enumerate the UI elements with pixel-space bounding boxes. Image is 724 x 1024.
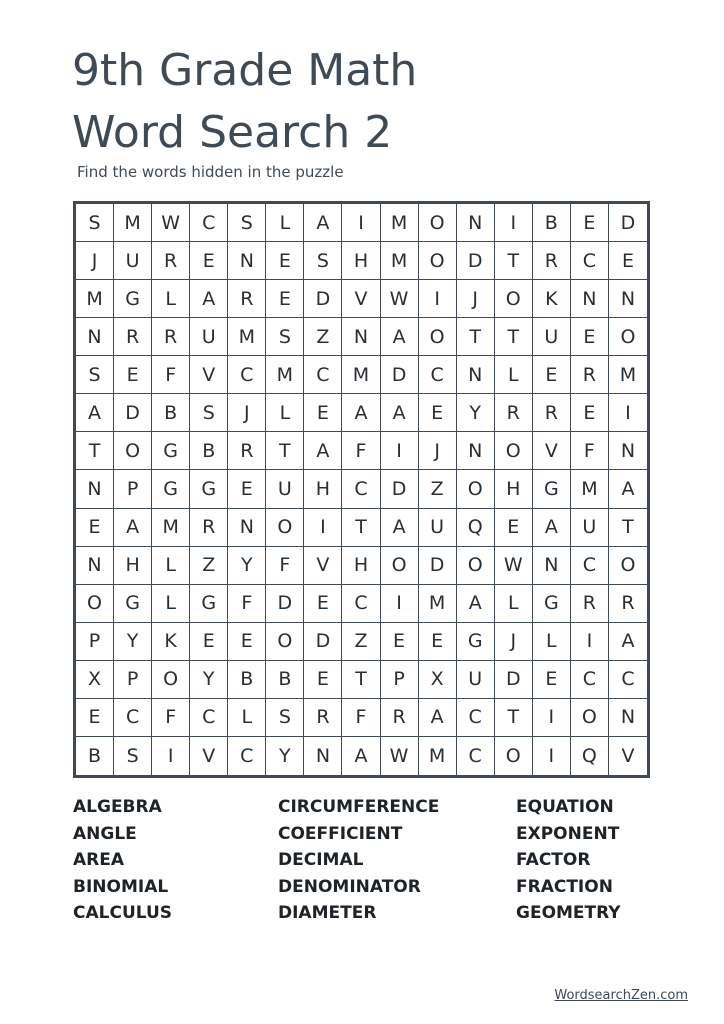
grid-cell[interactable]: Q xyxy=(571,737,609,775)
grid-cell[interactable]: H xyxy=(495,470,533,508)
grid-cell[interactable]: U xyxy=(457,661,495,699)
grid-cell[interactable]: E xyxy=(419,394,457,432)
grid-cell[interactable]: L xyxy=(152,547,190,585)
instructions: Find the words hidden in the puzzle xyxy=(77,163,344,181)
grid-cell[interactable]: X xyxy=(76,661,114,699)
grid-cell[interactable]: A xyxy=(609,623,647,661)
grid-cell[interactable]: B xyxy=(266,661,304,699)
grid-cell[interactable]: G xyxy=(114,585,152,623)
grid-cell[interactable]: O xyxy=(419,242,457,280)
grid-cell[interactable]: N xyxy=(76,470,114,508)
grid-cell[interactable]: O xyxy=(266,623,304,661)
grid-cell[interactable]: E xyxy=(533,356,571,394)
grid-cell[interactable]: D xyxy=(609,204,647,242)
grid-cell[interactable]: C xyxy=(571,547,609,585)
grid-cell[interactable]: O xyxy=(571,699,609,737)
grid-cell[interactable]: K xyxy=(533,280,571,318)
grid-cell[interactable]: R xyxy=(190,509,228,547)
grid-cell[interactable]: A xyxy=(457,585,495,623)
grid-cell[interactable]: L xyxy=(152,280,190,318)
grid-cell[interactable]: O xyxy=(495,737,533,775)
grid-cell[interactable]: R xyxy=(381,699,419,737)
grid-cell[interactable]: B xyxy=(190,432,228,470)
grid-cell[interactable]: M xyxy=(609,356,647,394)
word-item: EQUATION xyxy=(516,797,614,817)
grid-cell[interactable]: O xyxy=(114,432,152,470)
grid-cell[interactable]: E xyxy=(495,509,533,547)
grid-cell[interactable]: A xyxy=(76,394,114,432)
grid-cell[interactable]: V xyxy=(342,280,380,318)
grid-cell[interactable]: A xyxy=(381,318,419,356)
grid-cell[interactable]: P xyxy=(381,661,419,699)
grid-cell[interactable]: D xyxy=(495,661,533,699)
grid-cell[interactable]: M xyxy=(419,737,457,775)
grid-cell[interactable]: T xyxy=(495,242,533,280)
grid-cell[interactable]: V xyxy=(533,432,571,470)
grid-cell[interactable]: Y xyxy=(228,547,266,585)
grid-cell[interactable]: C xyxy=(228,356,266,394)
grid-cell[interactable]: T xyxy=(495,699,533,737)
grid-cell[interactable]: R xyxy=(152,318,190,356)
grid-cell[interactable]: U xyxy=(266,470,304,508)
grid-cell[interactable]: W xyxy=(152,204,190,242)
grid-cell[interactable]: E xyxy=(533,661,571,699)
grid-cell[interactable]: C xyxy=(342,470,380,508)
grid-cell[interactable]: O xyxy=(495,280,533,318)
grid-cell[interactable]: L xyxy=(228,699,266,737)
word-item: DIAMETER xyxy=(278,903,377,923)
grid-cell[interactable]: G xyxy=(457,623,495,661)
grid-cell[interactable]: C xyxy=(190,204,228,242)
grid-cell[interactable]: O xyxy=(419,318,457,356)
grid-cell[interactable]: Z xyxy=(190,547,228,585)
grid-cell[interactable]: E xyxy=(266,242,304,280)
word-item: AREA xyxy=(73,850,125,870)
grid-cell[interactable]: C xyxy=(190,699,228,737)
grid-cell[interactable]: N xyxy=(609,432,647,470)
grid-cell[interactable]: I xyxy=(304,509,342,547)
grid-cell[interactable]: O xyxy=(495,432,533,470)
grid-cell[interactable]: S xyxy=(228,204,266,242)
grid-cell[interactable]: E xyxy=(304,585,342,623)
grid-cell[interactable]: R xyxy=(571,585,609,623)
grid-cell[interactable]: R xyxy=(495,394,533,432)
grid-cell[interactable]: E xyxy=(571,394,609,432)
grid-cell[interactable]: I xyxy=(342,204,380,242)
grid-cell[interactable]: P xyxy=(114,661,152,699)
grid-cell[interactable]: R xyxy=(152,242,190,280)
grid-cell[interactable]: M xyxy=(342,356,380,394)
grid-cell[interactable]: A xyxy=(342,394,380,432)
grid-cell[interactable]: P xyxy=(76,623,114,661)
grid-cell[interactable]: N xyxy=(457,356,495,394)
grid-cell[interactable]: D xyxy=(304,280,342,318)
grid-cell[interactable]: S xyxy=(190,394,228,432)
word-column-3 xyxy=(516,794,621,927)
grid-cell[interactable]: E xyxy=(76,509,114,547)
grid-cell[interactable]: U xyxy=(419,509,457,547)
grid-cell[interactable]: T xyxy=(609,509,647,547)
grid-cell[interactable]: O xyxy=(457,470,495,508)
grid-cell[interactable]: I xyxy=(533,737,571,775)
grid-cell[interactable]: L xyxy=(495,585,533,623)
grid-cell[interactable]: F xyxy=(342,432,380,470)
grid-cell[interactable]: T xyxy=(495,318,533,356)
letter-grid xyxy=(73,201,650,778)
grid-cell[interactable]: N xyxy=(304,737,342,775)
grid-cell[interactable]: Y xyxy=(266,737,304,775)
grid-cell[interactable]: V xyxy=(190,356,228,394)
grid-cell[interactable]: O xyxy=(152,661,190,699)
grid-cell[interactable]: N xyxy=(609,280,647,318)
grid-cell[interactable]: A xyxy=(419,699,457,737)
grid-cell[interactable]: A xyxy=(304,432,342,470)
grid-cell[interactable]: W xyxy=(495,547,533,585)
grid-cell[interactable]: H xyxy=(304,470,342,508)
site-link[interactable]: WordsearchZen.com xyxy=(554,988,688,1003)
grid-cell[interactable]: N xyxy=(533,547,571,585)
grid-cell[interactable]: D xyxy=(266,585,304,623)
grid-cell[interactable]: I xyxy=(381,585,419,623)
grid-cell[interactable]: A xyxy=(190,280,228,318)
grid-cell[interactable]: R xyxy=(533,242,571,280)
grid-cell[interactable]: U xyxy=(190,318,228,356)
grid-cell[interactable]: T xyxy=(342,509,380,547)
grid-cell[interactable]: R xyxy=(609,585,647,623)
grid-cell[interactable]: E xyxy=(228,470,266,508)
grid-cell[interactable]: W xyxy=(381,737,419,775)
grid-cell[interactable]: E xyxy=(304,394,342,432)
word-column-1 xyxy=(73,794,172,927)
grid-cell[interactable]: O xyxy=(76,585,114,623)
grid-cell[interactable]: M xyxy=(114,204,152,242)
grid-cell[interactable]: U xyxy=(114,242,152,280)
grid-cell[interactable]: G xyxy=(190,470,228,508)
grid-cell[interactable]: R xyxy=(228,280,266,318)
grid-cell[interactable]: L xyxy=(266,394,304,432)
grid-cell[interactable]: B xyxy=(228,661,266,699)
grid-cell[interactable]: O xyxy=(457,547,495,585)
grid-cell[interactable]: N xyxy=(228,509,266,547)
grid-cell[interactable]: V xyxy=(621,744,635,767)
grid-cell[interactable]: G xyxy=(114,280,152,318)
grid-cell[interactable]: O xyxy=(609,547,647,585)
word-item: BINOMIAL xyxy=(73,876,169,897)
grid-cell[interactable]: C xyxy=(571,242,609,280)
grid-cell[interactable]: H xyxy=(342,242,380,280)
grid-cell[interactable]: E xyxy=(190,242,228,280)
grid-cell[interactable]: M xyxy=(571,470,609,508)
grid-cell[interactable]: A xyxy=(304,204,342,242)
title-line-1: 9th Grade Math xyxy=(72,45,418,96)
grid-cell[interactable]: I xyxy=(495,204,533,242)
grid-cell[interactable]: I xyxy=(381,432,419,470)
grid-cell[interactable]: C xyxy=(457,737,495,775)
grid-cell[interactable]: E xyxy=(381,623,419,661)
grid-cell[interactable]: M xyxy=(381,204,419,242)
grid-cell[interactable]: E xyxy=(304,661,342,699)
grid-cell[interactable]: A xyxy=(114,509,152,547)
grid-cell[interactable]: N xyxy=(342,318,380,356)
word-item: ANGLE xyxy=(73,823,137,844)
grid-cell[interactable]: D xyxy=(381,356,419,394)
grid-cell[interactable]: D xyxy=(114,394,152,432)
grid-cell[interactable]: E xyxy=(266,280,304,318)
grid-cell[interactable]: B xyxy=(152,394,190,432)
grid-cell[interactable]: O xyxy=(381,547,419,585)
grid-cell[interactable]: E xyxy=(609,242,647,280)
grid-cell[interactable]: C xyxy=(342,585,380,623)
grid-cell[interactable]: Y xyxy=(114,623,152,661)
grid-cell[interactable]: L xyxy=(152,585,190,623)
word-item: DECIMAL xyxy=(278,850,364,870)
grid-cell[interactable]: R xyxy=(228,432,266,470)
grid-cell[interactable]: G xyxy=(152,470,190,508)
grid-cell[interactable]: I xyxy=(152,737,190,775)
grid-cell[interactable]: F xyxy=(571,432,609,470)
grid-cell[interactable]: S xyxy=(266,699,304,737)
grid-cell[interactable]: O xyxy=(266,509,304,547)
title-line-2: Word Search 2 xyxy=(72,107,393,158)
grid-cell[interactable]: E xyxy=(190,623,228,661)
grid-cell[interactable]: G xyxy=(190,585,228,623)
word-item: EXPONENT xyxy=(516,823,620,844)
grid-cell[interactable]: D xyxy=(304,623,342,661)
grid-cell[interactable]: D xyxy=(381,470,419,508)
word-item: COEFFICIENT xyxy=(278,823,403,844)
grid-cell[interactable]: E xyxy=(76,699,114,737)
grid-cell[interactable]: R xyxy=(571,356,609,394)
grid-cell[interactable]: J xyxy=(495,623,533,661)
grid-cell[interactable]: T xyxy=(457,318,495,356)
grid-cell[interactable]: Y xyxy=(190,661,228,699)
grid-cell[interactable]: M xyxy=(419,585,457,623)
word-item: CALCULUS xyxy=(73,903,173,923)
grid-cell[interactable]: X xyxy=(419,661,457,699)
word-item: GEOMETRY xyxy=(516,903,621,923)
grid-cell[interactable]: N xyxy=(76,318,114,356)
grid-cell[interactable]: T xyxy=(266,432,304,470)
page-title xyxy=(72,40,417,164)
grid-cell[interactable]: N xyxy=(228,242,266,280)
grid-cell[interactable]: K xyxy=(152,623,190,661)
grid-cell[interactable]: E xyxy=(419,623,457,661)
grid-cell[interactable]: Z xyxy=(304,318,342,356)
grid-cell[interactable]: E xyxy=(114,356,152,394)
grid-cell[interactable]: P xyxy=(114,470,152,508)
grid-cell[interactable]: E xyxy=(571,204,609,242)
grid-cell[interactable]: J xyxy=(76,242,114,280)
grid-cell[interactable]: V xyxy=(304,547,342,585)
grid-cell[interactable]: J xyxy=(228,394,266,432)
grid-cell[interactable]: H xyxy=(342,547,380,585)
grid-cell[interactable]: I xyxy=(609,394,647,432)
grid-cell[interactable]: U xyxy=(571,509,609,547)
word-item: ALGEBRA xyxy=(73,797,162,817)
grid-cell[interactable]: S xyxy=(114,737,152,775)
grid-cell[interactable]: C xyxy=(419,356,457,394)
grid-cell[interactable]: A xyxy=(342,737,380,775)
grid-cell[interactable]: F xyxy=(266,547,304,585)
grid-cell[interactable]: B xyxy=(533,204,571,242)
grid-cell[interactable]: F xyxy=(342,699,380,737)
grid-cell[interactable]: S xyxy=(76,356,114,394)
grid-cell[interactable]: Z xyxy=(419,470,457,508)
grid-cell[interactable]: M xyxy=(228,318,266,356)
grid-cell[interactable]: O xyxy=(419,204,457,242)
grid-cell[interactable]: B xyxy=(76,737,114,775)
grid-cell[interactable]: R xyxy=(304,699,342,737)
grid-cell[interactable]: G xyxy=(152,432,190,470)
grid-cell[interactable]: L xyxy=(495,356,533,394)
grid-cell[interactable]: I xyxy=(533,699,571,737)
grid-cell[interactable]: Z xyxy=(342,623,380,661)
grid-cell[interactable]: V xyxy=(190,737,228,775)
grid-cell[interactable]: R xyxy=(533,394,571,432)
grid-cell[interactable]: J xyxy=(419,432,457,470)
grid-cell[interactable]: J xyxy=(457,280,495,318)
word-column-2 xyxy=(278,794,439,927)
word-item: DENOMINATOR xyxy=(278,876,421,897)
word-item: CIRCUMFERENCE xyxy=(278,797,440,817)
grid-cell[interactable]: R xyxy=(114,318,152,356)
grid-cell[interactable]: M xyxy=(381,242,419,280)
grid-cell[interactable]: G xyxy=(533,585,571,623)
grid-cell[interactable]: C xyxy=(228,737,266,775)
grid-cell[interactable]: S xyxy=(266,318,304,356)
word-item: FRACTION xyxy=(516,876,613,897)
grid-cell[interactable]: I xyxy=(571,623,609,661)
grid-cell[interactable]: I xyxy=(419,280,457,318)
grid-cell[interactable]: C xyxy=(457,699,495,737)
grid-cell[interactable]: N xyxy=(457,204,495,242)
grid-cell[interactable]: Q xyxy=(457,509,495,547)
grid-cell[interactable]: M xyxy=(76,280,114,318)
grid-cell[interactable]: C xyxy=(114,699,152,737)
grid-cell[interactable]: D xyxy=(457,242,495,280)
grid-cell[interactable]: C xyxy=(609,661,647,699)
word-item: FACTOR xyxy=(516,850,591,870)
grid-cell[interactable]: N xyxy=(609,699,647,737)
grid-cell[interactable]: N xyxy=(457,432,495,470)
grid-cell[interactable]: C xyxy=(571,661,609,699)
grid-cell[interactable]: Y xyxy=(457,394,495,432)
grid-cell[interactable]: A xyxy=(609,470,647,508)
grid-cell[interactable]: F xyxy=(152,699,190,737)
grid-cell[interactable]: H xyxy=(114,547,152,585)
grid-cell[interactable]: E xyxy=(228,623,266,661)
grid-cell[interactable]: A xyxy=(381,509,419,547)
grid-cell[interactable]: F xyxy=(152,356,190,394)
grid-cell[interactable]: W xyxy=(381,280,419,318)
grid-cell[interactable]: M xyxy=(266,356,304,394)
grid-cell[interactable]: S xyxy=(304,242,342,280)
grid-cell[interactable]: N xyxy=(571,280,609,318)
grid-cell[interactable]: S xyxy=(76,204,114,242)
grid-cell[interactable]: F xyxy=(228,585,266,623)
grid-cell[interactable]: A xyxy=(381,394,419,432)
grid-cell[interactable]: D xyxy=(419,547,457,585)
grid-cell[interactable]: A xyxy=(533,509,571,547)
grid-cell[interactable]: G xyxy=(533,470,571,508)
grid-cell[interactable]: L xyxy=(533,623,571,661)
grid-cell[interactable]: M xyxy=(152,509,190,547)
grid-cell[interactable]: T xyxy=(342,661,380,699)
grid-cell[interactable]: N xyxy=(76,547,114,585)
grid-cell[interactable]: C xyxy=(304,356,342,394)
grid-cell[interactable]: U xyxy=(533,318,571,356)
grid-cell[interactable]: O xyxy=(609,318,647,356)
grid-cell[interactable]: T xyxy=(76,432,114,470)
grid-cell[interactable]: E xyxy=(571,318,609,356)
word-list xyxy=(0,794,724,934)
grid-cell[interactable]: L xyxy=(266,204,304,242)
